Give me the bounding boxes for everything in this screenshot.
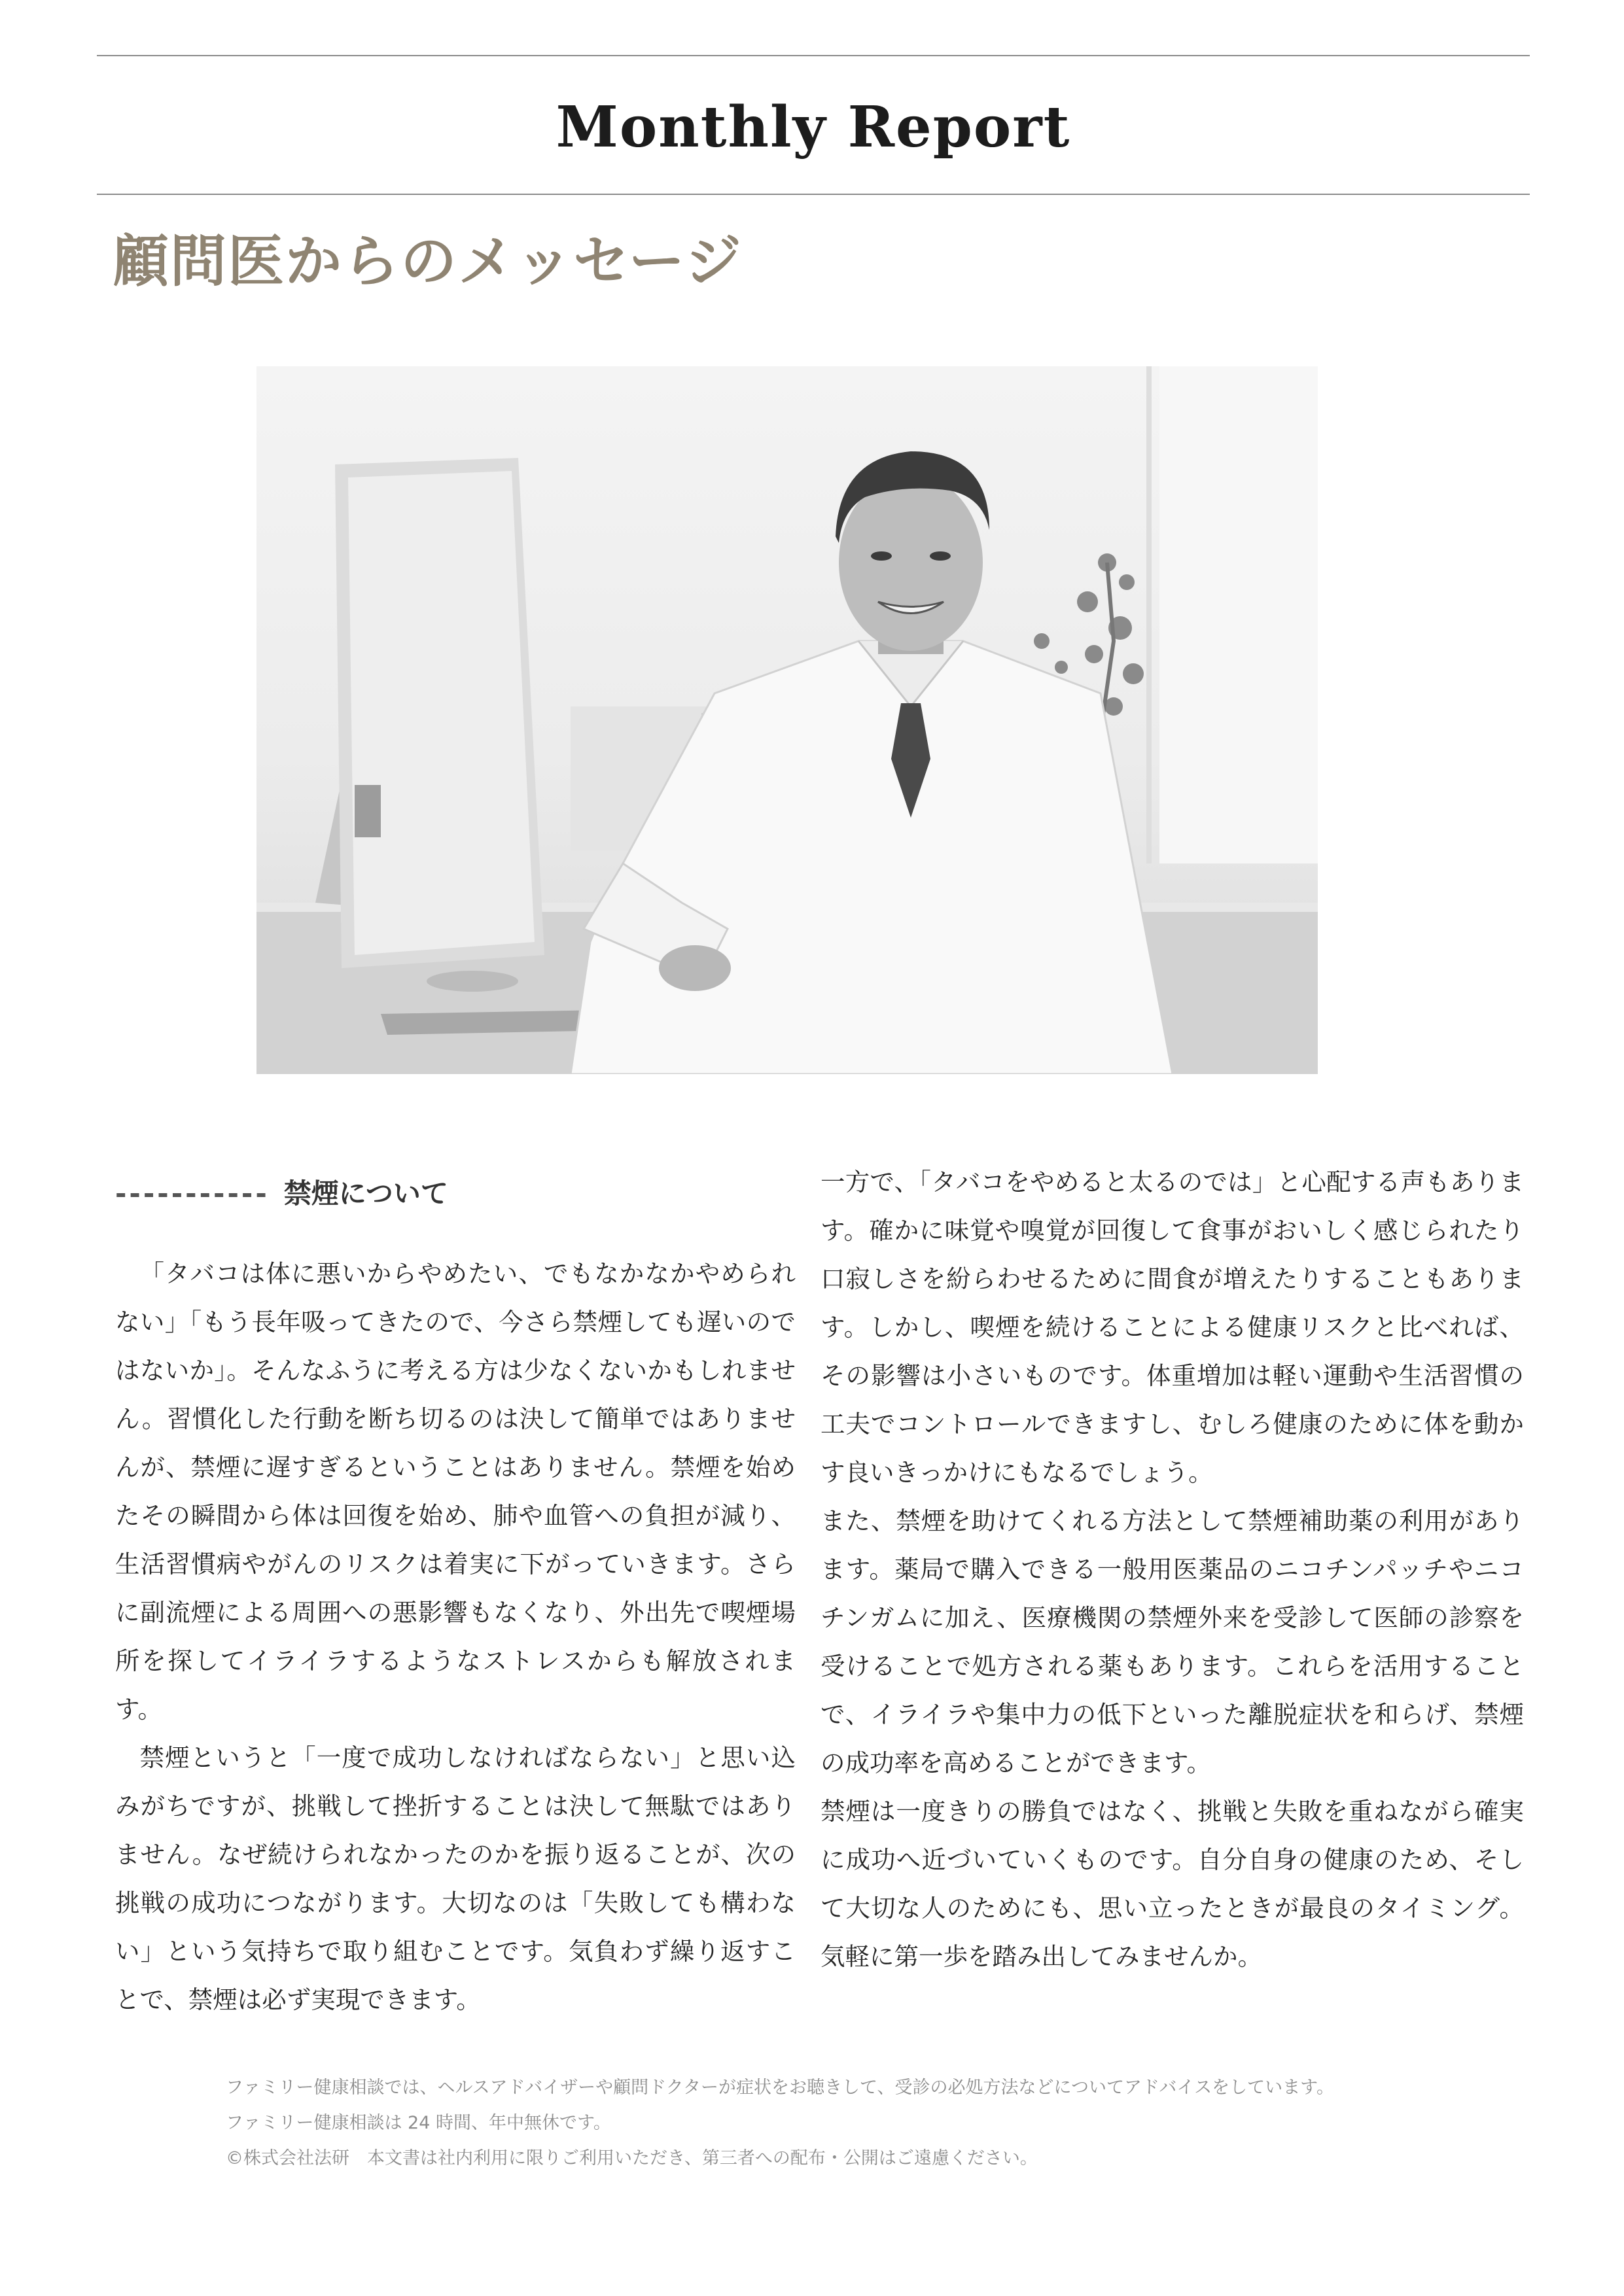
- section-heading-dashes: -----------: [115, 1177, 270, 1209]
- header-bottom-rule: [97, 194, 1530, 195]
- body-column-right: [821, 1158, 1524, 1981]
- paragraph: 禁煙は一度きりの勝負ではなく、挑戦と失敗を重ねながら確実に成功へ近づいていくものです。自分自身の健康のため、そして大切な人のためにも、思い立ったときが最良のタイミング。気軽に第一歩を踏み出してみませんか。: [821, 1797, 1524, 1971]
- page-title: 顧問医からのメッセージ: [113, 229, 743, 294]
- footer-line: ファミリー健康相談では、ヘルスアドバイザーや顧問ドクターが症状をお聴きして、受診の必処方法などについてアドバイスをしています。: [226, 2078, 1334, 2098]
- footer-line: ファミリー健康相談は 24 時間、年中無休です。: [226, 2113, 611, 2133]
- paragraph: 「タバコは体に悪いからやめたい、でもなかなかやめられない」「もう長年吸ってきたので、今さら禁煙しても遅いのではないか」。そんなふうに考える方は少なくないかもしれません。習慣化した行動を断ち切るのは決して簡単ではありませんが、禁煙に遅すぎるということはありません。禁煙を始めたその瞬間から体は回復を始め、肺や血管への負担が減り、生活習慣病やがんのリスクは着実に下がっていきます。さらに副流煙による周囲への悪影響もなくなり、外出先で喫煙場所を探してイライラするようなストレスからも解放されます。: [115, 1259, 796, 1724]
- footer: [226, 2070, 1469, 2176]
- section-heading-text: 禁煙について: [283, 1177, 448, 1209]
- paragraph: また、禁煙を助けてくれる方法として禁煙補助薬の利用があります。薬局で購入できる一般用医薬品のニコチンパッチやニコチンガムに加え、医療機関の禁煙外来を受診して医師の診察を受けることで処方される薬もあります。これらを活用することで、イライラや集中力の低下といった離脱症状を和らげ、禁煙の成功率を高めることができます。: [821, 1506, 1524, 1777]
- paragraph: 禁煙というと「一度で成功しなければならない」と思い込みがちですが、挑戦して挫折することは決して無駄ではありません。なぜ続けられなかったのかを振り返ることが、次の挑戦の成功につながります。大切なのは「失敗しても構わない」という気持ちで取り組むことです。気負わず繰り返すことで、禁煙は必ず実現できます。: [115, 1743, 796, 2014]
- header-top-rule: [97, 55, 1530, 56]
- section-heading: [115, 1171, 448, 1217]
- doctor-photo: [256, 366, 1318, 1074]
- masthead: Monthly Report: [556, 94, 1071, 160]
- paragraph: 一方で、「タバコをやめると太るのでは」と心配する声もあります。確かに味覚や嗅覚が回復して食事がおいしく感じられたり口寂しさを紛らわせるために間食が増えたりすることもあります。しかし、喫煙を続けることによる健康リスクと比べれば、その影響は小さいものです。体重増加は軽い運動や生活習慣の工夫でコントロールできますし、むしろ健康のために体を動かす良いきっかけにもなるでしょう。: [821, 1168, 1524, 1487]
- body-column-left: [115, 1249, 796, 2024]
- footer-copyright: ©株式会社法研 本文書は社内利用に限りご利用いただき、第三者への配布・公開はご遠慮ください。: [226, 2148, 1038, 2168]
